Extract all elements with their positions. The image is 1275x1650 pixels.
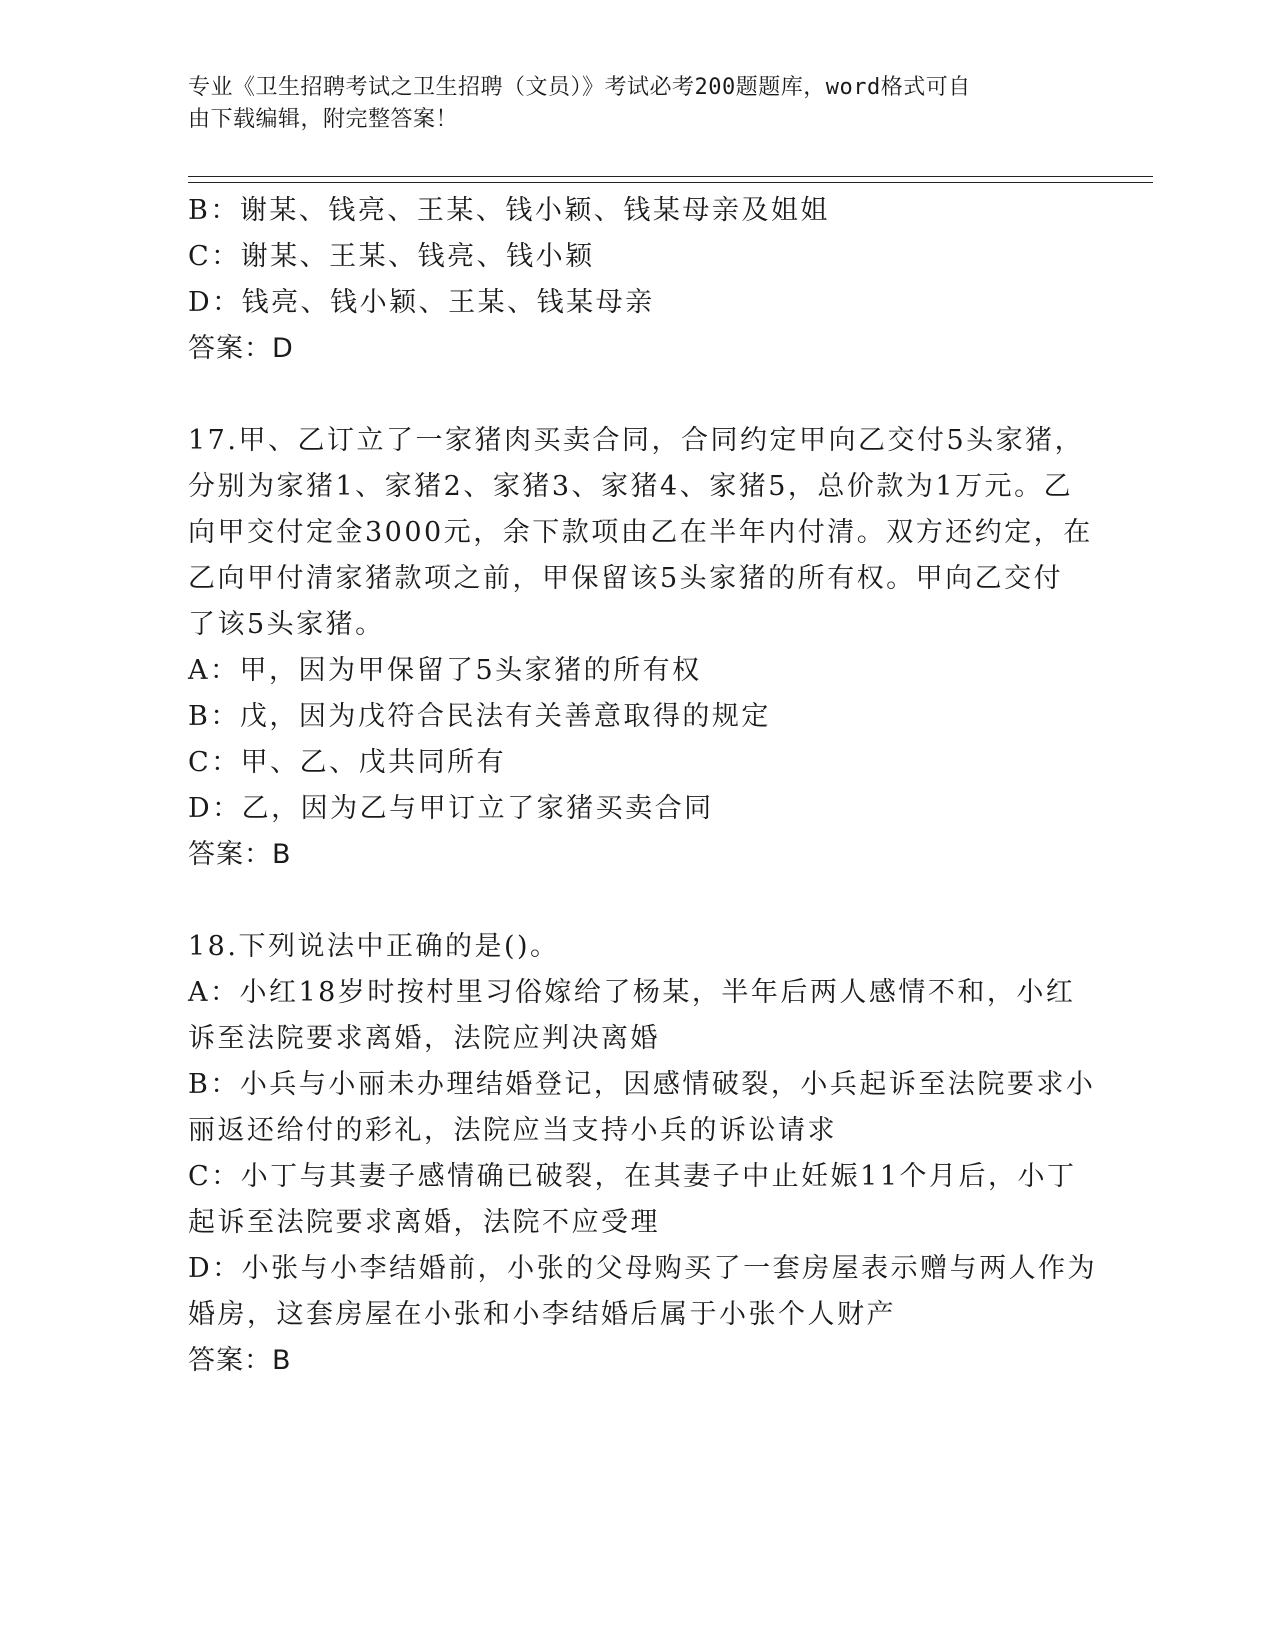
option-a-line-1: A：小红18岁时按村里习俗嫁给了杨某，半年后两人感情不和，小红 <box>188 977 1076 1008</box>
option-d: D：乙，因为乙与甲订立了家猪买卖合同 <box>188 793 714 824</box>
stem-line: 分别为家猪1、家猪2、家猪3、家猪4、家猪5，总价款为1万元。乙 <box>188 471 1074 502</box>
option-c-line-2: 起诉至法院要求离婚，法院不应受理 <box>188 1207 660 1238</box>
header-line-1: 专业《卫生招聘考试之卫生招聘（文员）》考试必考200题题库，word格式可自 <box>188 75 971 100</box>
header-line-2: 由下载编辑，附完整答案！ <box>188 107 459 132</box>
stem-line: 乙向甲付清家猪款项之前，甲保留该5头家猪的所有权。甲向乙交付 <box>188 563 1064 594</box>
document-header <box>188 72 1088 136</box>
option-b: B：谢某、钱亮、王某、钱小颖、钱某母亲及姐姐 <box>188 195 830 226</box>
option-d: D：钱亮、钱小颖、王某、钱某母亲 <box>188 287 655 318</box>
option-c: C：甲、乙、戊共同所有 <box>188 747 507 778</box>
header-rule-top <box>188 176 1153 177</box>
option-a: A：甲，因为甲保留了5头家猪的所有权 <box>188 655 702 686</box>
option-c: C：谢某、王某、钱亮、钱小颖 <box>188 241 595 272</box>
stem-line: 17.甲、乙订立了一家猪肉买卖合同，合同约定甲向乙交付5头家猪， <box>188 425 1085 456</box>
question-16-answer: 答案：D <box>188 333 294 364</box>
option-b: B：戊，因为戊符合民法有关善意取得的规定 <box>188 701 771 732</box>
document-body <box>188 188 1098 1384</box>
stem-line: 向甲交付定金3000元，余下款项由乙在半年内付清。双方还约定，在 <box>188 517 1093 548</box>
question-17-answer: 答案：B <box>188 839 292 870</box>
option-a-line-2: 诉至法院要求离婚，法院应判决离婚 <box>188 1023 660 1054</box>
stem-line: 18.下列说法中正确的是()。 <box>188 931 560 962</box>
option-d-line-1: D：小张与小李结婚前，小张的父母购买了一套房屋表示赠与两人作为 <box>188 1253 1098 1284</box>
question-17-stem <box>188 418 1093 648</box>
stem-line: 了该5头家猪。 <box>188 609 385 640</box>
question-18-options <box>188 970 1098 1338</box>
spacer <box>188 372 1088 418</box>
option-d-line-2: 婚房，这套房屋在小张和小李结婚后属于小张个人财产 <box>188 1299 896 1330</box>
header-rule-bottom <box>188 182 1153 183</box>
question-18-stem <box>188 924 1088 970</box>
question-16-options <box>188 188 1088 326</box>
option-b-line-1: B：小兵与小丽未办理结婚登记，因感情破裂，小兵起诉至法院要求小 <box>188 1069 1096 1100</box>
question-17-options <box>188 648 1088 832</box>
spacer <box>188 878 1088 924</box>
option-b-line-2: 丽返还给付的彩礼，法院应当支持小兵的诉讼请求 <box>188 1115 837 1146</box>
option-c-line-1: C：小丁与其妻子感情确已破裂，在其妻子中止妊娠11个月后，小丁 <box>188 1161 1077 1192</box>
question-18-answer: 答案：B <box>188 1345 292 1376</box>
